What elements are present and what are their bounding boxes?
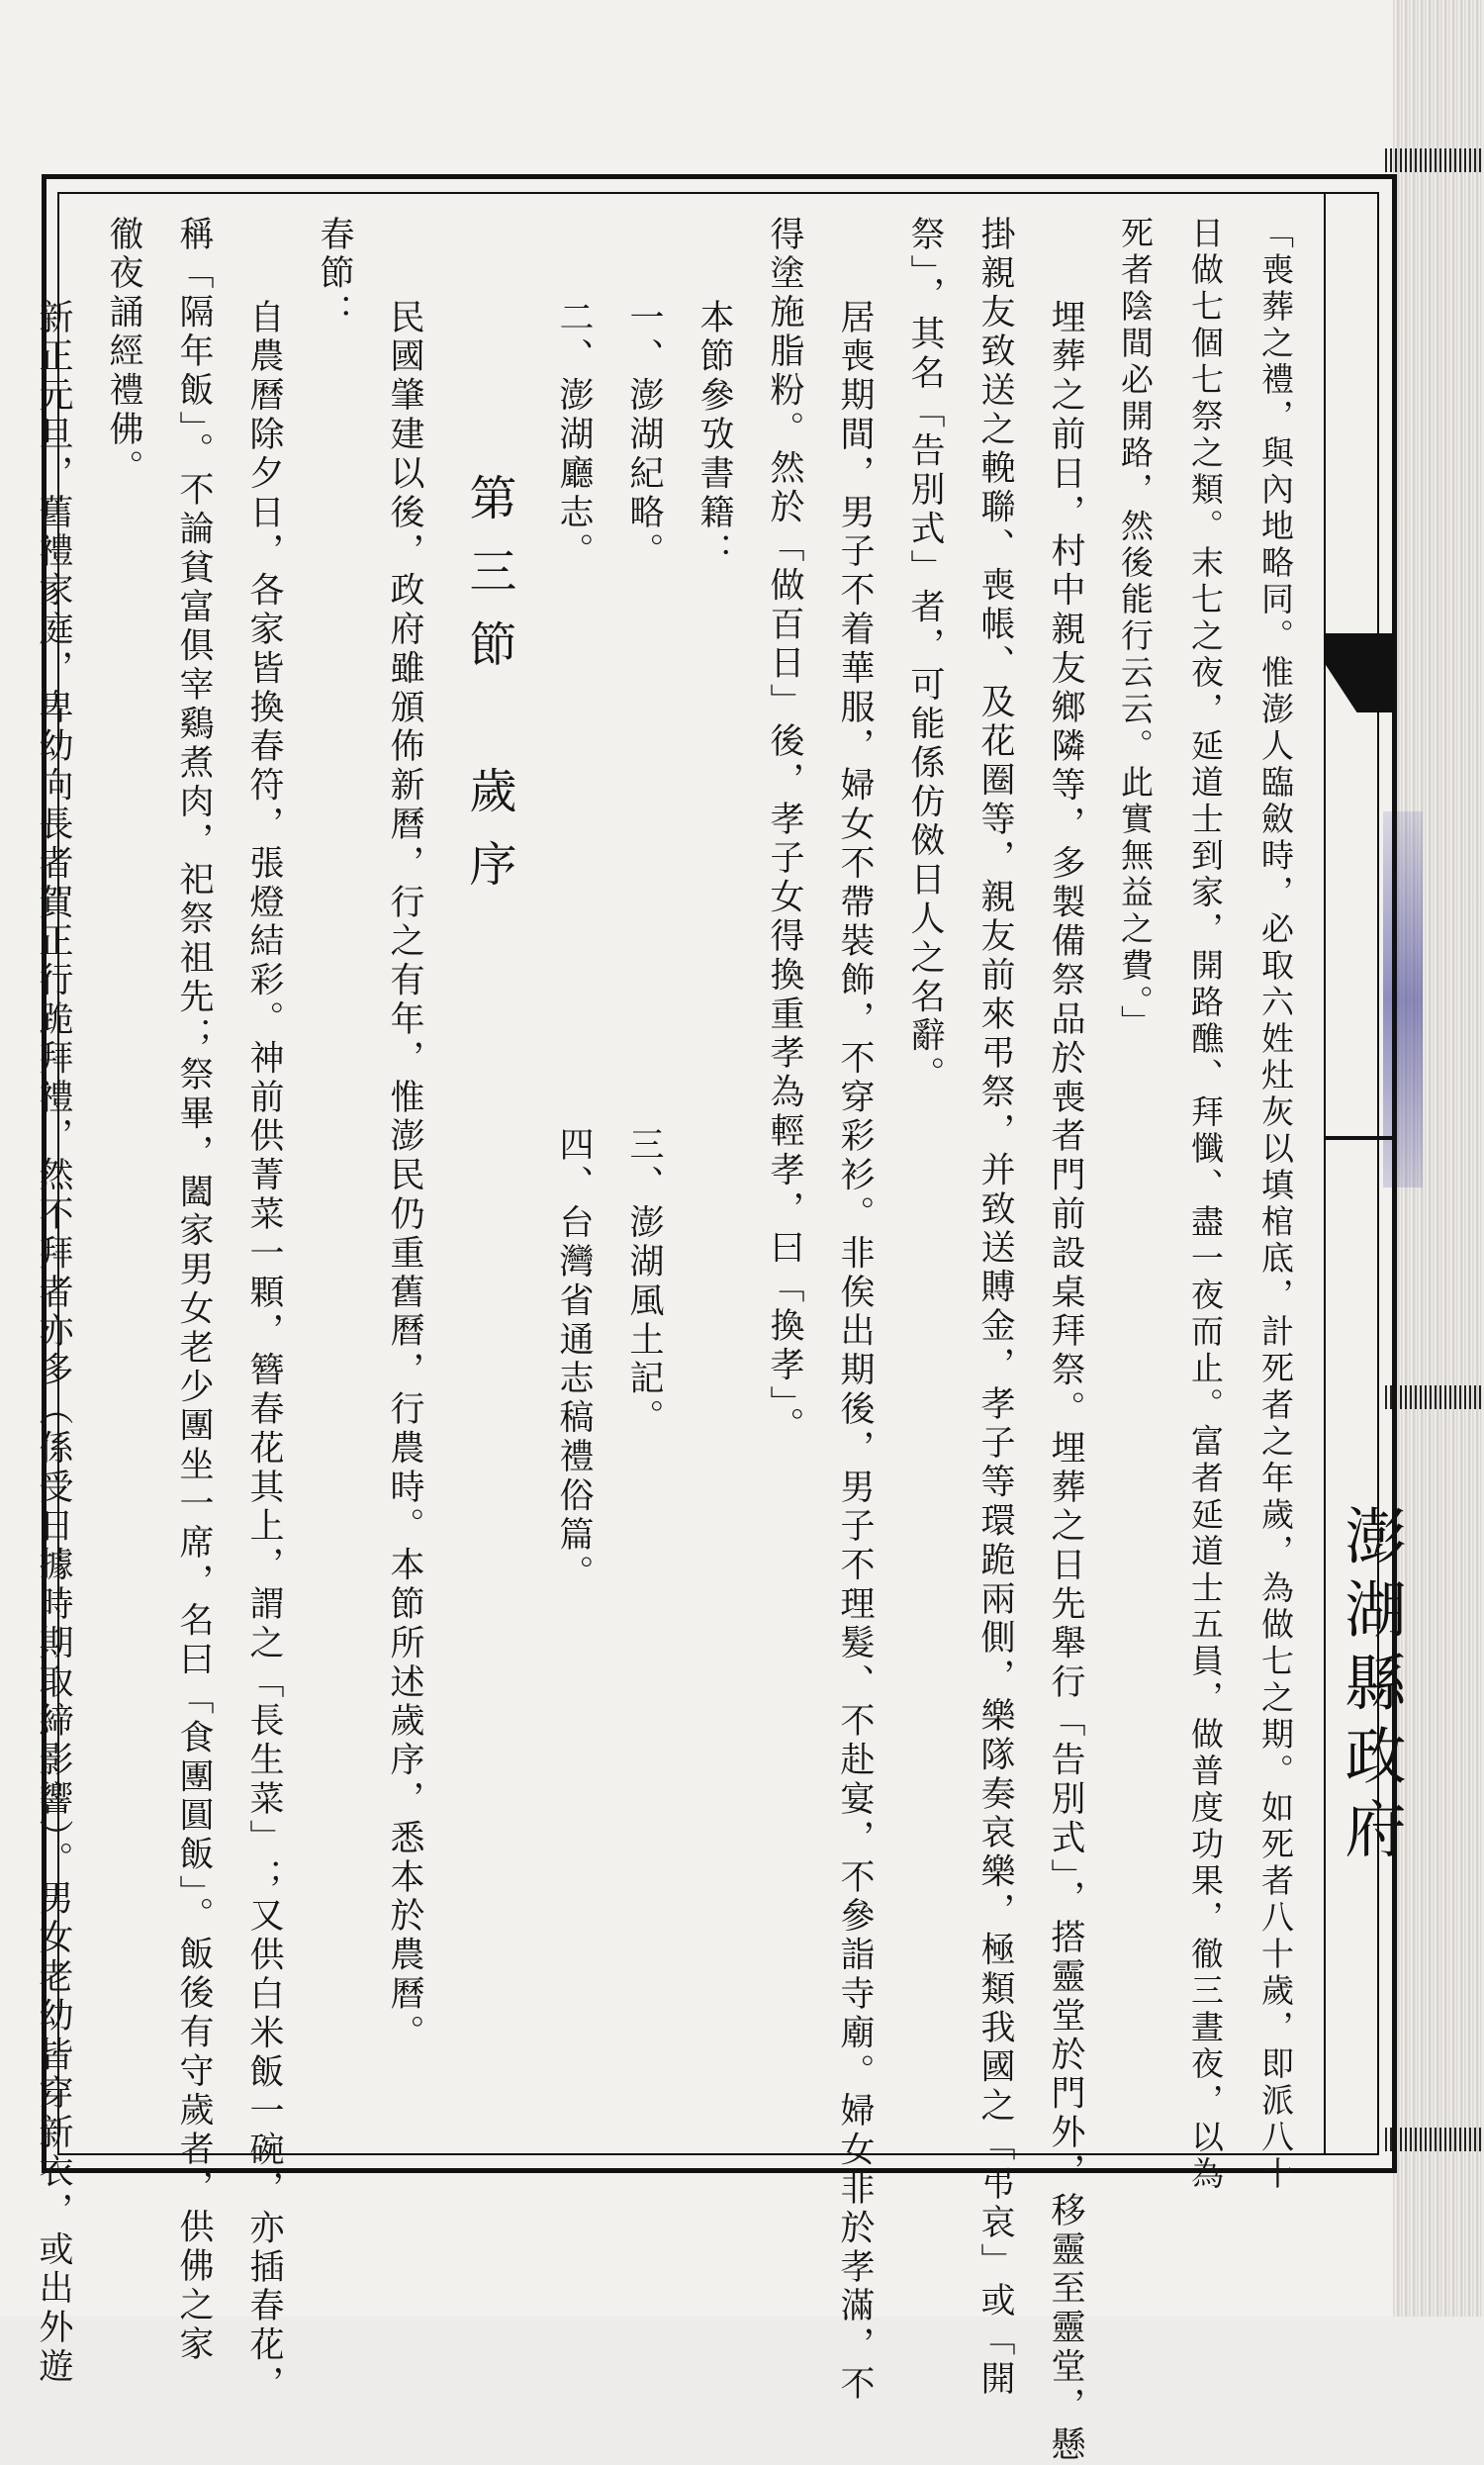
text-column: 徹夜誦經禮佛。 [104, 216, 143, 489]
text-column: 「喪葬之禮，與內地略同。惟澎人臨斂時，必取六姓灶灰以填棺底，計死者之年歲，為做七之期。如死者八十歲，即派八十 [1256, 216, 1295, 2193]
references-heading: 本節參攷書籍： [695, 299, 734, 572]
section-title: 第三節 歲序 [461, 473, 516, 912]
reference-item-b: 三、澎湖風土記。 [624, 1125, 664, 1439]
text-column: 得塗施脂粉。然於「做百日」後，孝子女得換重孝為輕孝，曰「換孝」。 [765, 216, 804, 1447]
vertical-body-text [34, 216, 1311, 2465]
text-column: 掛親友致送之輓聯、喪帳、及花圈等，親友前來弔祭，并致送賻金，孝子等環跪兩側，樂隊奏哀樂，極類我國之「弔哀」或「開 [975, 216, 1015, 2400]
edge-ink-mark [1385, 1385, 1484, 1409]
edge-ink-mark [1385, 2128, 1484, 2151]
reference-item-b: 四、台灣省通志稿禮俗篇。 [554, 1125, 594, 1594]
edge-ink-mark [1385, 148, 1484, 172]
text-column: 祭」，其名「告別式」者，可能係仿傚日人之名辭。 [905, 216, 945, 1095]
text-column: 自農曆除夕日，各家皆換春符，張燈結彩。神前供菁菜一顆，簪春花其上，謂之「長生菜」；又供白米飯一碗，亦插春花， [244, 299, 284, 2405]
reference-item-a: 二、澎湖廳志。 [554, 299, 594, 572]
margin-publisher-title: 澎湖縣政府 [1335, 1504, 1407, 1870]
margin-divider [1326, 1136, 1395, 1140]
text-column: 居喪期間，男子不着華服，婦女不帶裝飾，不穿彩衫。非俟出期後，男子不理髮、不赴宴，不參詣寺廟。婦女非於孝滿，不 [835, 299, 875, 2405]
margin-rule [1324, 192, 1326, 2155]
text-column: 埋葬之前日，村中親友鄉隣等，多製備祭品於喪者門前設桌拜祭。埋葬之日先舉行「告別式」，搭靈堂於門外，移靈至靈堂，懸 [1046, 299, 1085, 2465]
text-column: 日做七個七祭之類。末七之夜，延道士到家，開路醮、拜懺、盡一夜而止。富者延道士五員，做普度功果，徹三晝夜，以為 [1186, 216, 1225, 2193]
subsection-heading: 春節： [315, 216, 354, 333]
reference-item [538, 216, 608, 2135]
text-column: 新正元旦，舊禮家庭，卑幼向長者賀正行跪拜禮，然不拜者亦多（係受日據時期取締影響）。男女老幼皆穿新衣，或出外遊 [34, 299, 73, 2388]
text-column: 稱「隔年飯」。不論貧富俱宰鷄煮肉，祀祭祖先；祭畢，闔家男女老少團坐一席，名曰「食團圓飯」。飯後有守歲者，供佛之家 [174, 216, 214, 2365]
text-column: 民國肇建以後，政府雖頒佈新曆，行之有年，惟澎民仍重舊曆，行農時。本節所述歲序，悉本於農曆。 [385, 299, 424, 2053]
text-column: 死者陰間必開路，然後能行云云。此實無益之費。」 [1116, 216, 1155, 1042]
reference-item-a: 一、澎湖紀略。 [624, 299, 664, 572]
reference-item [608, 216, 679, 2135]
